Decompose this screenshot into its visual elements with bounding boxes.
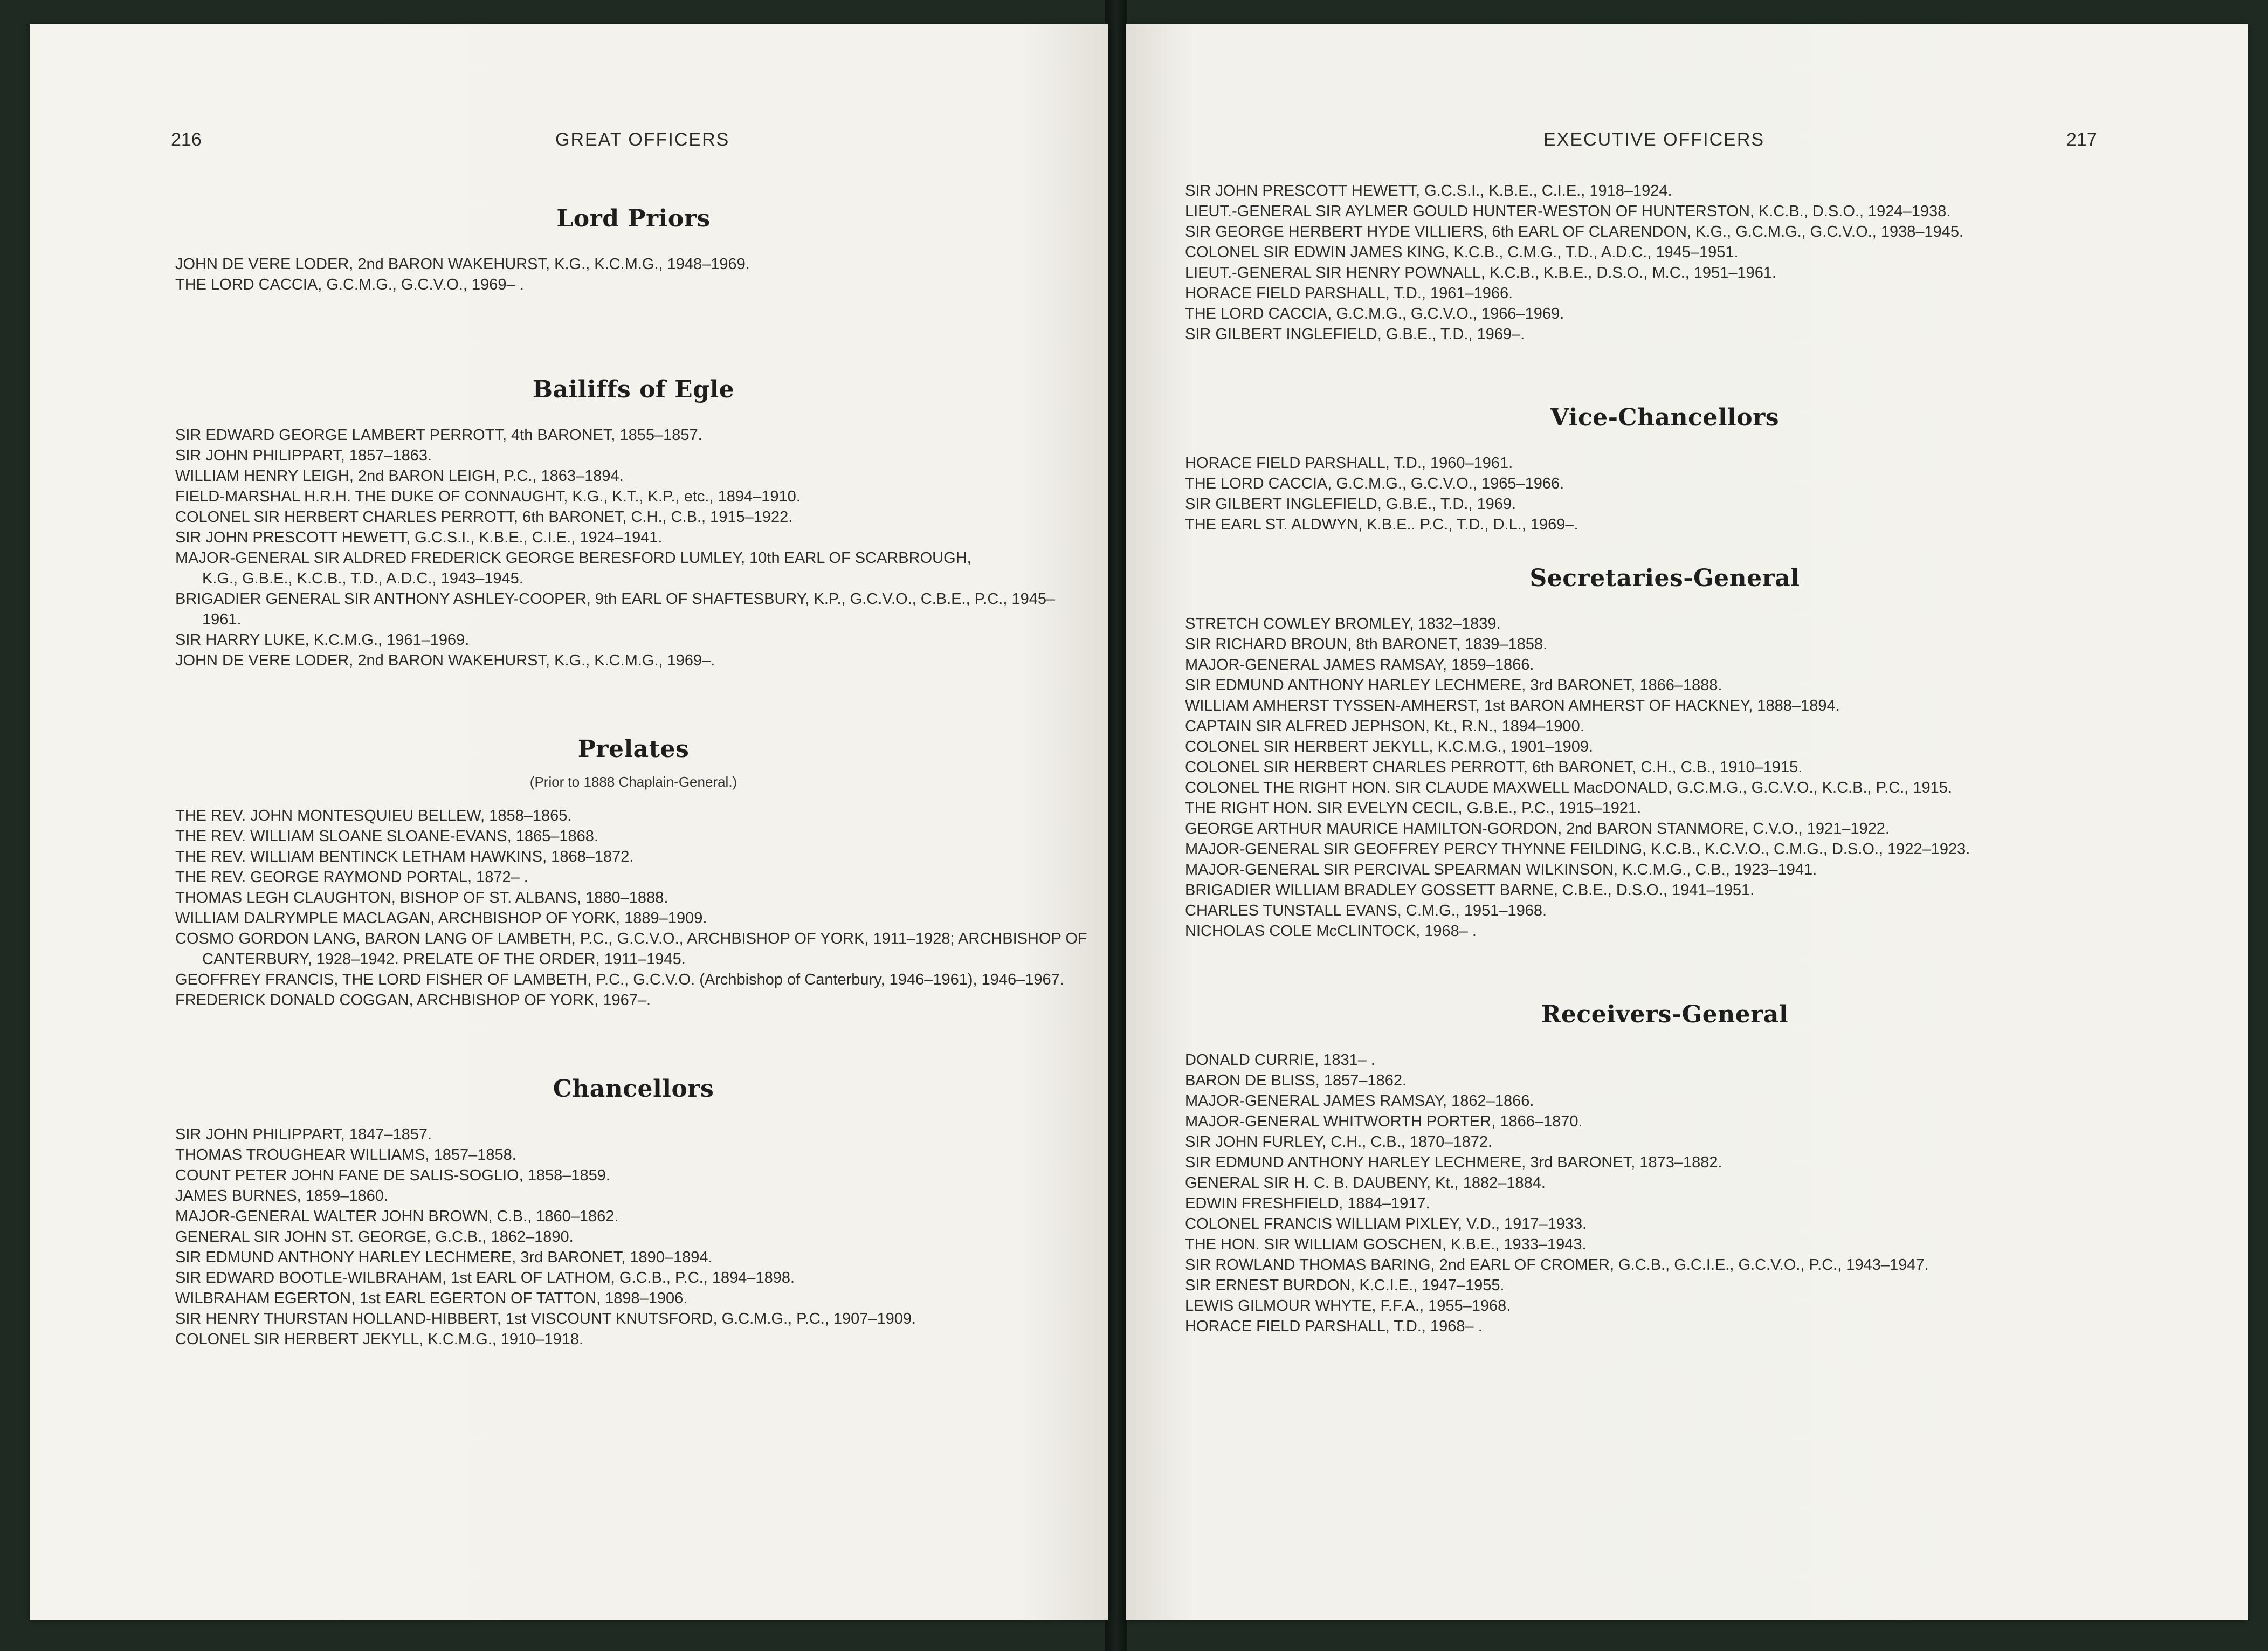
list-item: FREDERICK DONALD COGGAN, ARCHBISHOP OF YORK, 1967–. xyxy=(175,992,651,1009)
list-item: THE LORD CACCIA, G.C.M.G., G.C.V.O., 1969– . xyxy=(175,276,524,293)
list-item: COSMO GORDON LANG, BARON LANG OF LAMBETH, P.C., G.C.V.O., ARCHBISHOP OF YORK, 1911–1928; ARCHBISHOP OF CANTERBURY, 1928–1942. PRELATE OF THE ORDER, 1911–1945. xyxy=(175,930,1087,968)
list-item: SIR JOHN PHILIPPART, 1857–1863. xyxy=(175,447,432,464)
list-item: SIR HENRY THURSTAN HOLLAND-HIBBERT, 1st VISCOUNT KNUTSFORD, G.C.M.G., P.C., 1907–1909. xyxy=(175,1310,916,1327)
section-heading: Chancellors xyxy=(553,1075,714,1103)
list-item: WILBRAHAM EGERTON, 1st EARL EGERTON OF TATTON, 1898–1906. xyxy=(175,1290,688,1307)
list-item: SIR EDMUND ANTHONY HARLEY LECHMERE, 3rd BARONET, 1873–1882. xyxy=(1185,1154,1722,1171)
left-page xyxy=(30,24,1108,1620)
list-item: BRIGADIER GENERAL SIR ANTHONY ASHLEY-COOPER, 9th EARL OF SHAFTESBURY, K.P., G.C.V.O., C.B.E., P.C., 1945–1961. xyxy=(175,590,1056,628)
list-item: SIR RICHARD BROUN, 8th BARONET, 1839–1858. xyxy=(1185,636,1548,653)
right-page xyxy=(1126,24,2248,1620)
list-item: WILLIAM HENRY LEIGH, 2nd BARON LEIGH, P.C., 1863–1894. xyxy=(175,467,624,485)
list-item: HORACE FIELD PARSHALL, T.D., 1960–1961. xyxy=(1185,455,1513,472)
section-lord-priors xyxy=(175,205,1092,295)
list-item: CHARLES TUNSTALL EVANS, C.M.G., 1951–1968. xyxy=(1185,902,1547,919)
list-item: COLONEL SIR HERBERT JEKYLL, K.C.M.G., 1910–1918. xyxy=(175,1331,584,1348)
list-item: LEWIS GILMOUR WHYTE, F.F.A., 1955–1968. xyxy=(1185,1297,1511,1315)
list-item: WILLIAM AMHERST TYSSEN-AMHERST, 1st BARON AMHERST OF HACKNEY, 1888–1894. xyxy=(1185,697,1840,714)
list-item: COLONEL SIR EDWIN JAMES KING, K.C.B., C.M.G., T.D., A.D.C., 1945–1951. xyxy=(1185,244,1739,261)
list-item: THE REV. JOHN MONTESQUIEU BELLEW, 1858–1865. xyxy=(175,807,572,824)
section-note: (Prior to 1888 Chaplain-General.) xyxy=(529,774,737,790)
list-item: GENERAL SIR JOHN ST. GEORGE, G.C.B., 1862–1890. xyxy=(175,1228,574,1246)
list-item: DONALD CURRIE, 1831– . xyxy=(1185,1051,1375,1069)
list-item: THE REV. WILLIAM SLOANE SLOANE-EVANS, 1865–1868. xyxy=(175,828,598,845)
list-item: SIR ROWLAND THOMAS BARING, 2nd EARL OF CROMER, G.C.B., G.C.I.E., G.C.V.O., P.C., 1943–1947. xyxy=(1185,1256,1929,1274)
list-item: SIR GEORGE HERBERT HYDE VILLIERS, 6th EARL OF CLARENDON, K.G., G.C.M.G., G.C.V.O., 1938–1945. xyxy=(1185,223,1964,240)
section-heading: Lord Priors xyxy=(556,205,711,232)
list-item: COLONEL SIR HERBERT CHARLES PERROTT, 6th BARONET, C.H., C.B., 1915–1922. xyxy=(175,508,793,526)
section-bailiffs xyxy=(175,376,1092,671)
list-item: EDWIN FRESHFIELD, 1884–1917. xyxy=(1185,1195,1430,1212)
section-heading: Prelates xyxy=(577,735,690,763)
list-item: SIR ERNEST BURDON, K.C.I.E., 1947–1955. xyxy=(1185,1277,1505,1294)
list-item: SIR JOHN PRESCOTT HEWETT, G.C.S.I., K.B.E., C.I.E., 1924–1941. xyxy=(175,529,663,546)
section-prelates xyxy=(175,735,1092,1010)
list-item: CAPTAIN SIR ALFRED JEPHSON, Kt., R.N., 1894–1900. xyxy=(1185,718,1584,735)
left-column xyxy=(175,205,1092,1350)
list-item: SIR GILBERT INGLEFIELD, G.B.E., T.D., 1969–. xyxy=(1185,326,1525,343)
section-heading: Receivers-General xyxy=(1541,1001,1789,1028)
section-chancellors xyxy=(175,1075,1092,1350)
list-item: COLONEL THE RIGHT HON. SIR CLAUDE MAXWELL MacDONALD, G.C.M.G., G.C.V.O., K.C.B., P.C., 1915. xyxy=(1185,779,1952,796)
list-item: THOMAS LEGH CLAUGHTON, BISHOP OF ST. ALBANS, 1880–1888. xyxy=(175,889,668,906)
list-item: SIR GILBERT INGLEFIELD, G.B.E., T.D., 1969. xyxy=(1185,496,1516,513)
list-item: WILLIAM DALRYMPLE MACLAGAN, ARCHBISHOP OF YORK, 1889–1909. xyxy=(175,910,707,927)
list-item: THE REV. WILLIAM BENTINCK LETHAM HAWKINS, 1868–1872. xyxy=(175,848,634,865)
list-item: JOHN DE VERE LODER, 2nd BARON WAKEHURST, K.G., K.C.M.G., 1969–. xyxy=(175,652,715,669)
page-number: 216 xyxy=(171,129,202,150)
list-item: BARON DE BLISS, 1857–1862. xyxy=(1185,1072,1407,1089)
list-item: COLONEL FRANCIS WILLIAM PIXLEY, V.D., 1917–1933. xyxy=(1185,1215,1587,1233)
list-item: COLONEL SIR HERBERT CHARLES PERROTT, 6th BARONET, C.H., C.B., 1910–1915. xyxy=(1185,759,1803,776)
list-item: JAMES BURNES, 1859–1860. xyxy=(175,1187,388,1205)
list-item: GENERAL SIR H. C. B. DAUBENY, Kt., 1882–1884. xyxy=(1185,1174,1546,1192)
section-heading: Vice-Chancellors xyxy=(1550,404,1780,431)
right-column xyxy=(1185,181,2145,1337)
list-item: NICHOLAS COLE McCLINTOCK, 1968– . xyxy=(1185,923,1477,940)
list-item: COUNT PETER JOHN FANE DE SALIS-SOGLIO, 1858–1859. xyxy=(175,1167,610,1184)
section-vice-chancellors xyxy=(1185,404,2145,535)
list-item: GEOFFREY FRANCIS, THE LORD FISHER OF LAMBETH, P.C., G.C.V.O. (Archbishop of Canterbury, 1946–1961), 1946–1967. xyxy=(175,971,1064,988)
list-item: GEORGE ARTHUR MAURICE HAMILTON-GORDON, 2nd BARON STANMORE, C.V.O., 1921–1922. xyxy=(1185,820,1890,837)
list-item: LIEUT.-GENERAL SIR AYLMER GOULD HUNTER-WESTON OF HUNTERSTON, K.C.B., D.S.O., 1924–1938. xyxy=(1185,203,1951,220)
list-item: MAJOR-GENERAL JAMES RAMSAY, 1859–1866. xyxy=(1185,656,1534,673)
list-item: LIEUT.-GENERAL SIR HENRY POWNALL, K.C.B., K.B.E., D.S.O., M.C., 1951–1961. xyxy=(1185,264,1777,281)
book-spine xyxy=(1105,0,1127,1651)
page-number: 217 xyxy=(2066,129,2097,150)
section-continued xyxy=(1185,181,2145,345)
list-item: THOMAS TROUGHEAR WILLIAMS, 1857–1858. xyxy=(175,1146,516,1164)
list-item: HORACE FIELD PARSHALL, T.D., 1968– . xyxy=(1185,1318,1483,1335)
list-item: MAJOR-GENERAL WALTER JOHN BROWN, C.B., 1860–1862. xyxy=(175,1208,619,1225)
list-item: THE LORD CACCIA, G.C.M.G., G.C.V.O., 1965–1966. xyxy=(1185,475,1564,492)
list-item: JOHN DE VERE LODER, 2nd BARON WAKEHURST, K.G., K.C.M.G., 1948–1969. xyxy=(175,256,750,273)
running-head: GREAT OFFICERS xyxy=(555,129,730,150)
list-item: SIR HARRY LUKE, K.C.M.G., 1961–1969. xyxy=(175,631,470,649)
section-receivers-general xyxy=(1185,1001,2145,1337)
section-heading: Bailiffs of Egle xyxy=(532,376,735,403)
list-item: MAJOR-GENERAL SIR ALDRED FREDERICK GEORGE BERESFORD LUMLEY, 10th EARL OF SCARBROUGH, K.G., G.B.E., K.C.B., T.D., A.D.C., 1943–1945. xyxy=(175,549,971,587)
list-item: MAJOR-GENERAL SIR GEOFFREY PERCY THYNNE FEILDING, K.C.B., K.C.V.O., C.M.G., D.S.O., 1922–1923. xyxy=(1185,841,1970,858)
list-item: SIR EDWARD GEORGE LAMBERT PERROTT, 4th BARONET, 1855–1857. xyxy=(175,426,702,444)
list-item: MAJOR-GENERAL WHITWORTH PORTER, 1866–1870. xyxy=(1185,1113,1583,1130)
list-item: THE HON. SIR WILLIAM GOSCHEN, K.B.E., 1933–1943. xyxy=(1185,1236,1587,1253)
list-item: SIR JOHN PHILIPPART, 1847–1857. xyxy=(175,1126,432,1143)
list-item: THE LORD CACCIA, G.C.M.G., G.C.V.O., 1966–1969. xyxy=(1185,305,1564,322)
list-item: SIR JOHN FURLEY, C.H., C.B., 1870–1872. xyxy=(1185,1133,1493,1151)
section-heading: Secretaries-General xyxy=(1529,565,1800,592)
list-item: THE REV. GEORGE RAYMOND PORTAL, 1872– . xyxy=(175,869,528,886)
section-secretaries-general xyxy=(1185,565,2145,941)
list-item: FIELD-MARSHAL H.R.H. THE DUKE OF CONNAUGHT, K.G., K.T., K.P., etc., 1894–1910. xyxy=(175,488,801,505)
list-item: SIR EDWARD BOOTLE-WILBRAHAM, 1st EARL OF LATHOM, G.C.B., P.C., 1894–1898. xyxy=(175,1269,795,1287)
running-head: EXECUTIVE OFFICERS xyxy=(1543,129,1765,150)
list-item: SIR EDMUND ANTHONY HARLEY LECHMERE, 3rd BARONET, 1890–1894. xyxy=(175,1249,713,1266)
list-item: SIR EDMUND ANTHONY HARLEY LECHMERE, 3rd BARONET, 1866–1888. xyxy=(1185,677,1722,694)
list-item: MAJOR-GENERAL SIR PERCIVAL SPEARMAN WILKINSON, K.C.M.G., C.B., 1923–1941. xyxy=(1185,861,1817,878)
list-item: THE RIGHT HON. SIR EVELYN CECIL, G.B.E., P.C., 1915–1921. xyxy=(1185,800,1642,817)
list-item: HORACE FIELD PARSHALL, T.D., 1961–1966. xyxy=(1185,285,1513,302)
list-item: STRETCH COWLEY BROMLEY, 1832–1839. xyxy=(1185,615,1501,632)
list-item: THE EARL ST. ALDWYN, K.B.E.. P.C., T.D., D.L., 1969–. xyxy=(1185,516,1578,533)
list-item: SIR JOHN PRESCOTT HEWETT, G.C.S.I., K.B.E., C.I.E., 1918–1924. xyxy=(1185,182,1672,200)
list-item: COLONEL SIR HERBERT JEKYLL, K.C.M.G., 1901–1909. xyxy=(1185,738,1594,755)
list-item: BRIGADIER WILLIAM BRADLEY GOSSETT BARNE, C.B.E., D.S.O., 1941–1951. xyxy=(1185,882,1755,899)
list-item: MAJOR-GENERAL JAMES RAMSAY, 1862–1866. xyxy=(1185,1092,1534,1110)
